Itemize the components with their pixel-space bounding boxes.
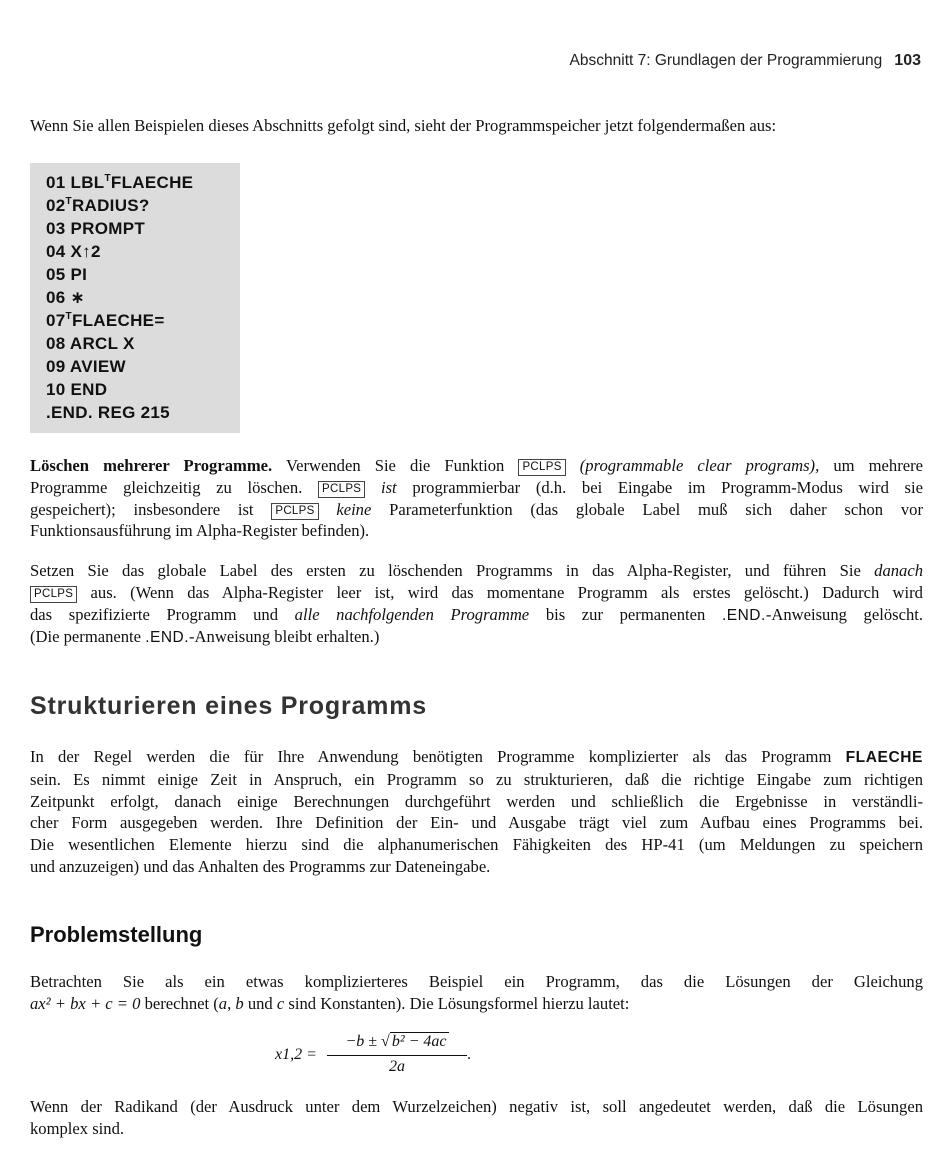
setzen-line-4: (Die permanente .END.-Anweisung bleibt erhalten.) [30,627,380,647]
page-number: 103 [894,52,921,69]
setzen-line-1: Setzen Sie das globale Label des ersten zu löschenden Programms in das Alpha-Register, und führen Sie danach [30,561,923,580]
program-listing [30,163,240,433]
struktur-line-4: cher Form ausgegeben werden. Ihre Definition der Ein- und Ausgabe trägt viel zum Aufbau eines Programms bei. [30,813,923,833]
end-token: .END. [721,606,766,624]
loeschen-line-3: gespeichert); insbesondere ist PCLPS keine Parameterfunktion (das globale Label muß sich daher schon vor [30,499,923,519]
fraction-bar [327,1055,467,1056]
struktur-line-1: In der Regel werden die für Ihre Anwendung benötigten Programme komplizierter als das Programm FLAECHE [30,747,923,766]
formula-fraction [327,1030,467,1076]
setzen-line-2: PCLPS aus. (Wenn das Alpha-Register leer ist, wird das momentane Programm als erstes gelöscht.) Dadurch wird [30,582,923,604]
listing-line-06: 06 ∗ [46,288,86,307]
pclps-key: PCLPS [318,481,365,498]
listing-line-08: 08 ARCL X [46,334,135,353]
loeschen-line-1: Löschen mehrerer Programme. Verwenden Sie die Funktion PCLPS (programmable clear programs), um mehrere [30,456,923,475]
listing-line-10: 10 END [46,380,108,399]
listing-line-02: $02^TRADIUS$? [46,196,150,215]
setzen-paragraph [30,560,923,649]
listing-line-end: .END. REG 215 [46,403,170,422]
closing-line-1: Wenn der Radikand (der Ausdruck unter dem Wurzelzeichen) negativ ist, soll angedeutet werden, daß die Lösungen [30,1097,923,1116]
flaeche-token: FLAECHE [845,749,923,766]
formula-denominator: 2a [389,1058,405,1075]
pclps-key: PCLPS [271,503,318,520]
struktur-line-3: Zeitpunkt erfolgt, danach einige Berechnungen durchgeführt werden und schließlich die Ergebnisse in verständli- [30,791,923,811]
problem-line-1: Betrachten Sie als ein etwas komplizierteres Beispiel ein Programm, das die Lösungen der Gleichung [30,972,923,991]
end-token: .END. [145,629,190,647]
listing-line-07: $07^TFLAECHE=$ [46,311,165,330]
closing-paragraph [30,1096,923,1140]
formula-period: . [467,1046,471,1063]
intro-paragraph [30,115,923,137]
formula-lhs: x1,2 = [275,1046,317,1063]
formula-numerator: −b ± √ b² − 4ac [345,1033,447,1050]
equation: ax² + bx + c = 0 [30,993,141,1013]
setzen-line-3: das spezifizierte Programm und alle nachfolgenden Programme bis zur permanenten .END.-Anweisung gelöscht. [30,604,924,624]
problem-paragraph [30,971,923,1015]
running-header [0,52,921,70]
listing-line-09: 09 AVIEW [46,357,126,376]
heading-strukturieren: Strukturieren eines Programms [30,692,427,720]
formula-radicand: b² − 4ac [391,1033,447,1050]
pclps-key: PCLPS [518,459,565,476]
struktur-line-2: sein. Es nimmt einige Zeit in Anspruch, ein Programm so zu strukturieren, daß die richtige Eingabe zum richtigen [30,769,923,789]
loeschen-paragraph [30,455,923,542]
struktur-paragraph [30,746,923,878]
listing-line-03: 03 PROMPT [46,219,146,238]
listing-line-04: 04 X↑2 [46,242,101,261]
section-title: Abschnitt 7: Grundlagen der Programmierung [569,52,883,69]
struktur-line-6: und anzuzeigen) und das Anhalten des Programms zur Dateneingabe. [30,856,491,876]
struktur-line-5: Die wesentlichen Elemente hierzu sind die alphanumerischen Fähigkeiten des HP-41 (um Meldungen zu speichern [30,835,923,855]
listing-line-05: 05 PI [46,265,88,284]
loeschen-line-2: Programme gleichzeitig zu löschen. PCLPS ist programmierbar (d.h. bei Eingabe im Programm-Modus wird sie [30,477,923,497]
intro-text: Wenn Sie allen Beispielen dieses Abschnitts gefolgt sind, sieht der Programmspeicher jetzt folgendermaßen aus: [30,116,777,135]
heading-problemstellung: Problemstellung [30,922,203,947]
loeschen-heading: Löschen mehrerer Programme. [30,456,273,475]
pclps-key: PCLPS [30,586,77,603]
problem-line-2: ax² + bx + c = 0 berechnet (a, b und c sind Konstanten). Die Lösungsformel hierzu lautet: [30,993,630,1013]
closing-line-2: komplex sind. [30,1118,125,1138]
loeschen-line-4: Funktionsausführung im Alpha-Register befinden). [30,521,370,541]
listing-line-01: 01 $LBL^TFLAECHE$ [46,173,194,192]
